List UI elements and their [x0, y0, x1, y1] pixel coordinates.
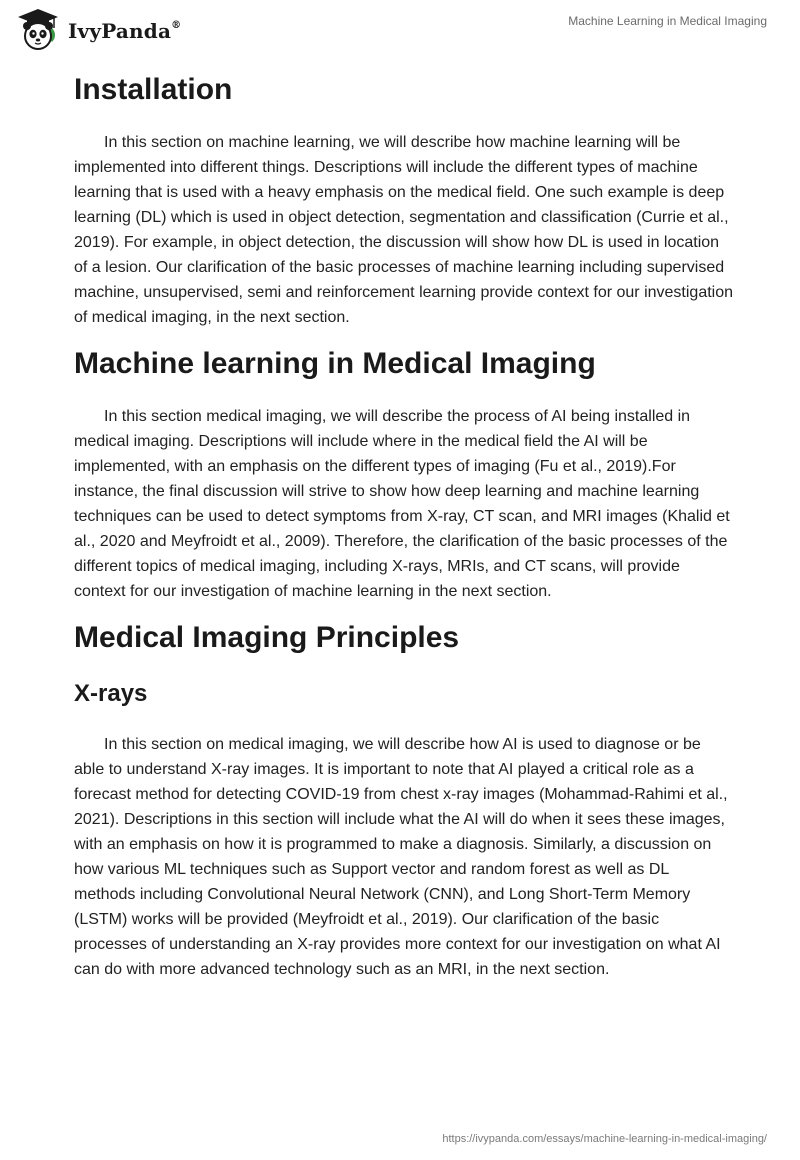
subsection-heading-xrays: X-rays: [74, 680, 148, 707]
page-header: [0, 0, 800, 60]
panda-graduation-cap-icon: [14, 6, 62, 54]
section-paragraph-installation: In this section on machine learning, we will describe how machine learning will be implemented into different things. Descriptions will include the different types of machine learning that is used with a heavy emphasis on the medical field. One such example is deep learning (DL) which is used in object detection, segmentation and classification (Currie et al., 2019). For example, in object detection, the discussion will show how DL is used in location of a lesion. Our clarification of the basic processes of machine learning including supervised machine, unsupervised, semi and reinforcement learning provide context for our investigation of medical imaging, in the next section.: [74, 134, 734, 326]
brand-name: IvyPanda®: [68, 19, 182, 43]
brand-logo[interactable]: [14, 8, 181, 52]
section-heading-principles: Medical Imaging Principles: [74, 621, 460, 654]
subsection-paragraph-xrays: In this section on medical imaging, we will describe how AI is used to diagnose or be able to understand X-ray images. It is important to note that AI played a critical role as a forecast method for detecting COVID-19 from chest x-ray images (Mohammad-Rahimi et al., 2021). Descriptions in this section will include what the AI will do when it sees these images, with an emphasis on how it is programmed to make a diagnosis. Similarly, a discussion on how various ML techniques such as Support vector and random forest as well as DL methods including Convolutional Neural Network (CNN), and Long Short-Term Memory (LSTM) works will be provided (Meyfroidt et al., 2019). Our clarification of the basic processes of understanding an X-ray provides more context for our investigation on what AI can do with more advanced technology such as an MRI, in the next section.: [74, 736, 728, 978]
article-body: [74, 70, 734, 996]
section-heading-machine-learning: Machine learning in Medical Imaging: [74, 347, 596, 380]
section-heading-installation: Installation: [74, 73, 233, 106]
source-url[interactable]: https://ivypanda.com/essays/machine-learning-in-medical-imaging/: [442, 1133, 767, 1145]
section-paragraph-machine-learning: In this section medical imaging, we will describe the process of AI being installed in medical imaging. Descriptions will include where in the medical field the AI will be implemented, with an emphasis on the different types of imaging (Fu et al., 2019).For instance, the final discussion will strive to show how deep learning and machine learning techniques can be used to detect symptoms from X-ray, CT scan, and MRI images (Khalid et al., 2020 and Meyfroidt et al., 2009). Therefore, the clarification of the basic processes of the different topics of medical imaging, including X-rays, MRIs, and CT scans, will provide context for our investigation of machine learning in the next section.: [74, 408, 730, 600]
document-title: Machine Learning in Medical Imaging: [568, 14, 767, 28]
